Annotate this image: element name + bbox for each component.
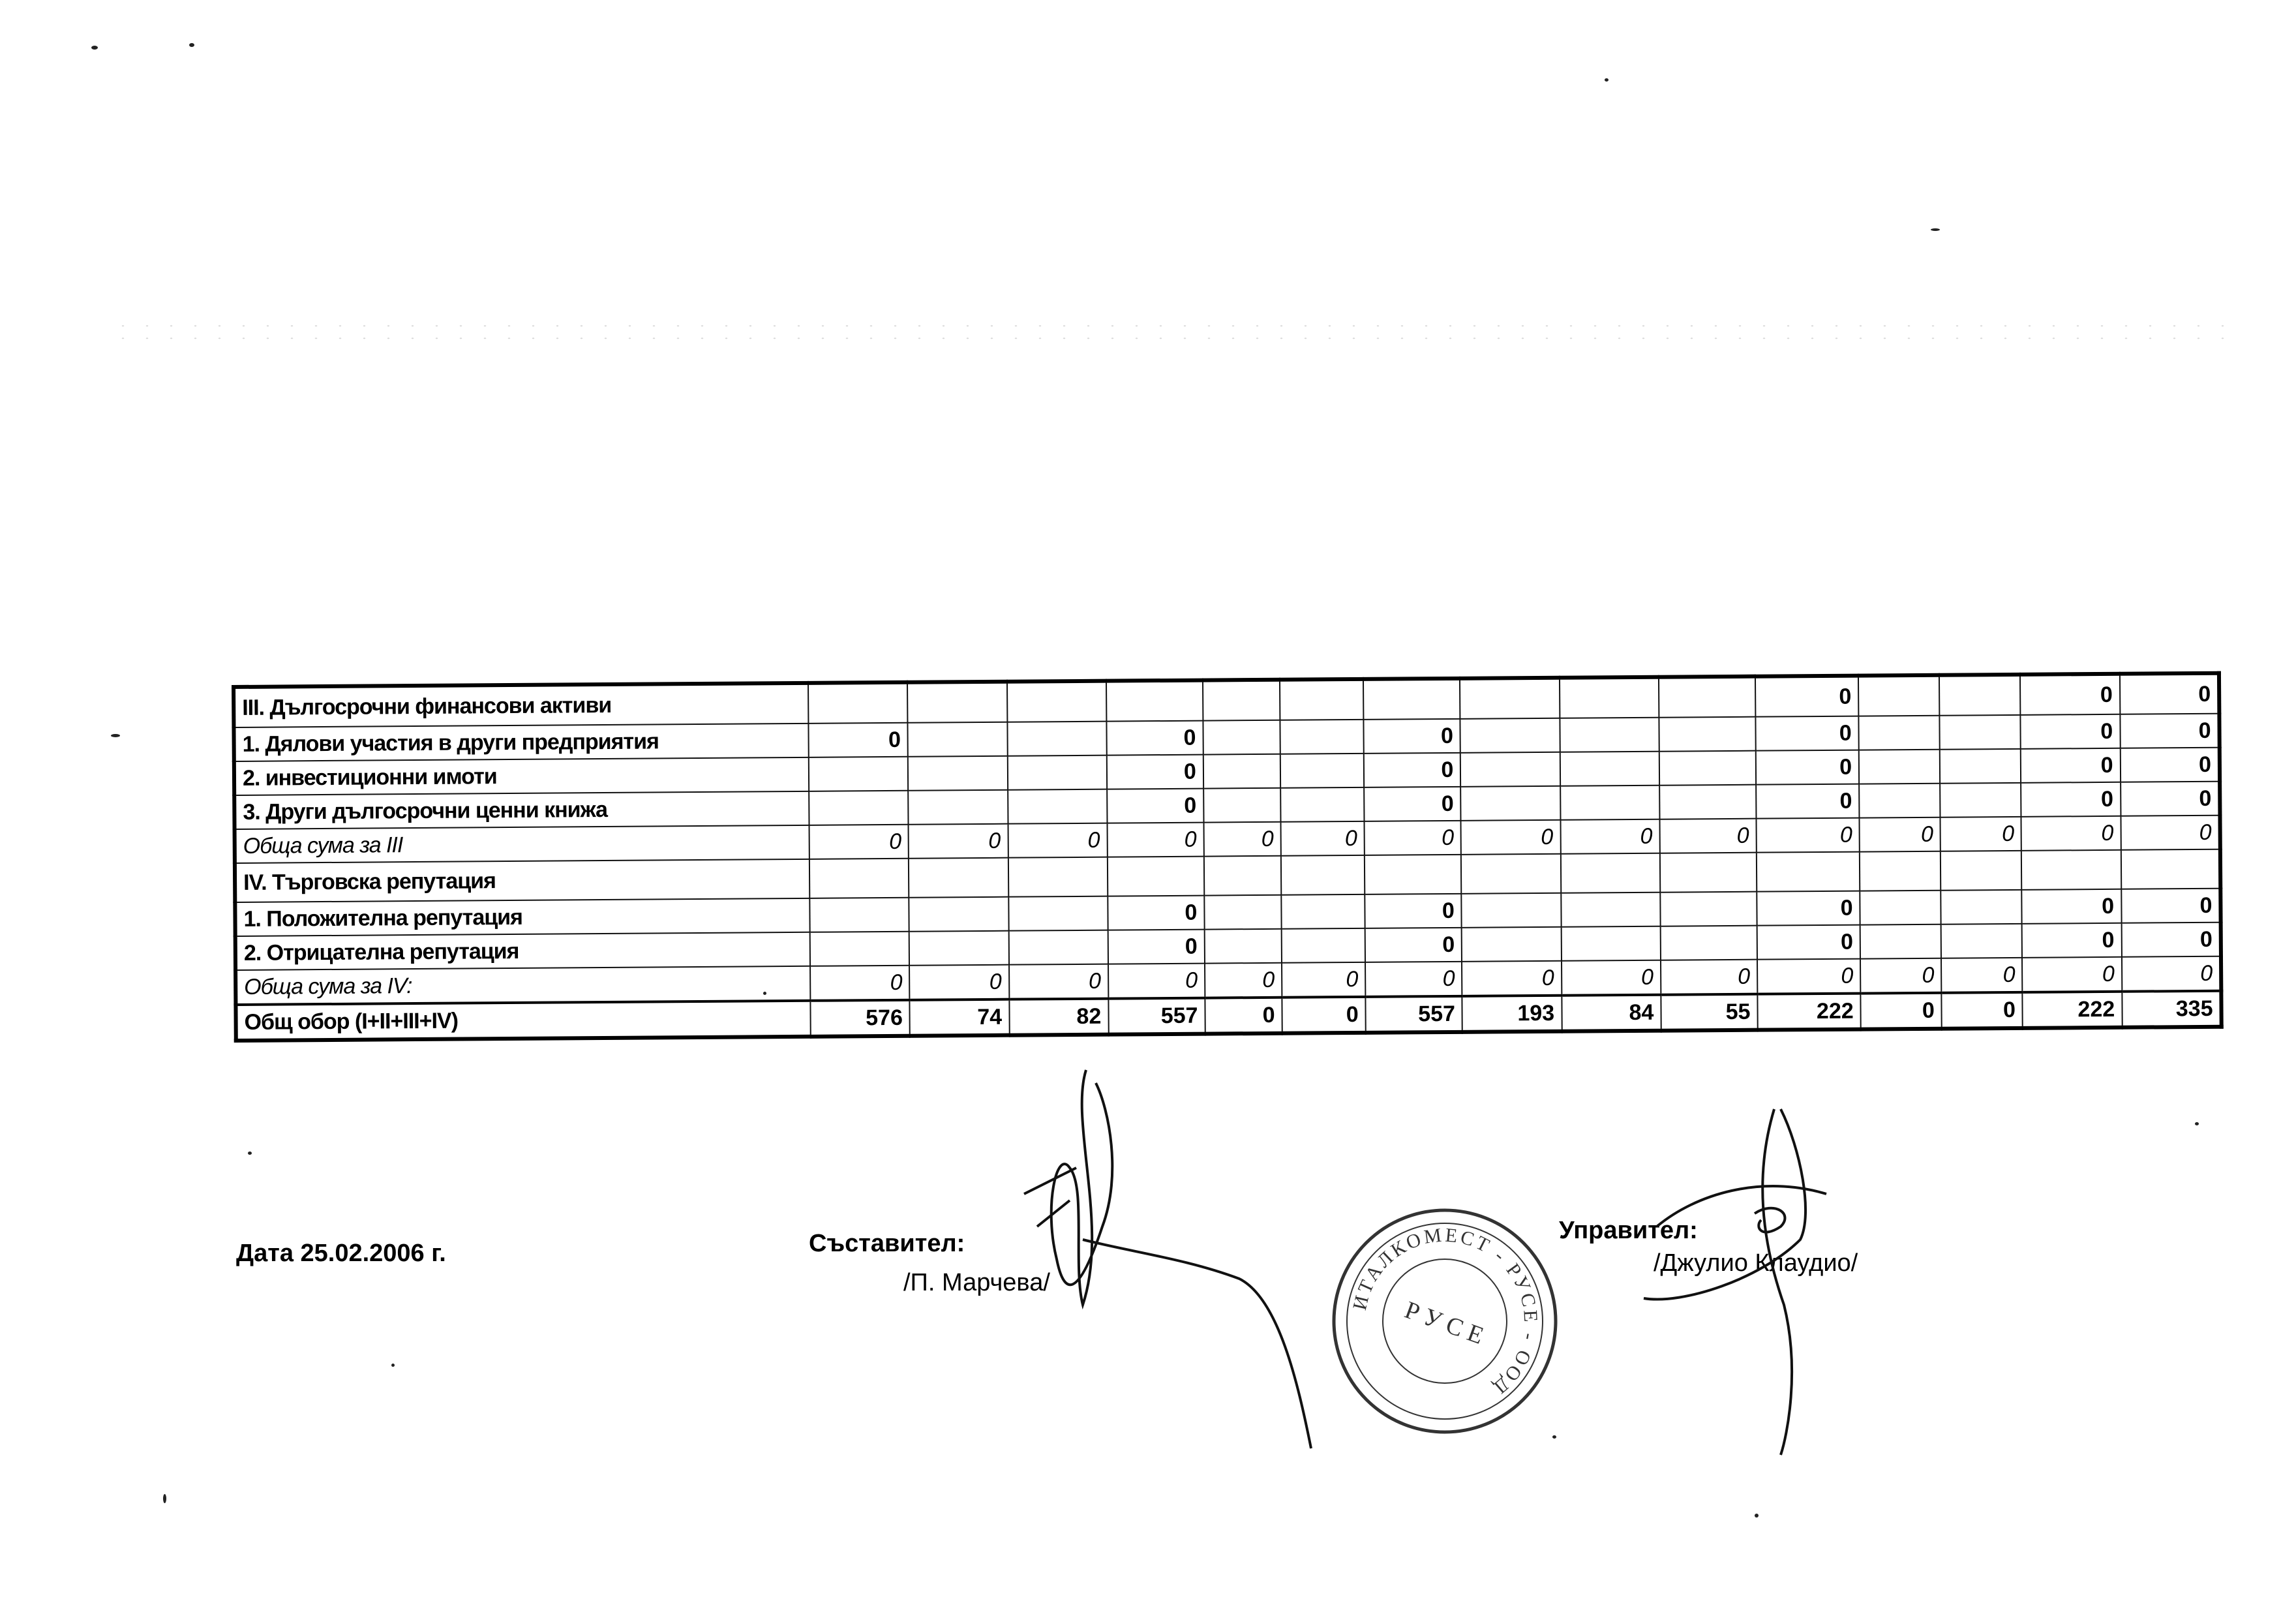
table-cell: 0	[1281, 821, 1365, 856]
table-cell: 0	[2021, 816, 2121, 851]
table-cell: 0	[1757, 891, 1860, 926]
table-cell: 0	[1365, 962, 1462, 997]
table-cell: 557	[1366, 996, 1463, 1033]
row-label: 2. Отрицателна репутация	[235, 932, 810, 970]
table-cell: 0	[1282, 997, 1366, 1033]
table-cell: 0	[2021, 782, 2121, 817]
document-date: Дата 25.02.2006 г.	[236, 1240, 446, 1267]
table-cell: 222	[1757, 994, 1861, 1030]
table-cell: 0	[1364, 787, 1461, 821]
table-cell: 0	[2021, 748, 2121, 783]
table-cell: 0	[1107, 823, 1204, 857]
compiler-label: Съставител:	[809, 1230, 965, 1257]
table-cell: 55	[1661, 994, 1758, 1031]
table-cell: 0	[1861, 993, 1942, 1030]
table-cell: 0	[1941, 817, 2022, 851]
table-cell: 0	[2121, 889, 2221, 923]
table-cell: 0	[1282, 962, 1366, 998]
table-cell: 0	[1757, 925, 1861, 960]
table-cell: 0	[1365, 821, 1462, 855]
row-label: 2. инвестиционни имоти	[234, 757, 809, 795]
table-cell: 0	[2120, 673, 2220, 714]
manager-signature	[1644, 1109, 1826, 1455]
table-cell: 335	[2122, 991, 2222, 1028]
table-cell: 222	[2023, 992, 2122, 1028]
table-cell: 0	[1756, 750, 1860, 785]
table-cell: 0	[1860, 817, 1941, 852]
table-cell: 84	[1562, 995, 1661, 1031]
table-cell: 0	[1107, 755, 1204, 789]
compiler-name: /П. Марчева/	[903, 1269, 1050, 1296]
table-cell: 0	[1365, 894, 1462, 928]
table-cell: 0	[1941, 958, 2023, 993]
table-cell: 0	[1659, 819, 1757, 853]
table-cell: 0	[2021, 714, 2121, 749]
table-cell: 0	[1462, 961, 1562, 996]
stamp-ring-text: ИТАЛКОМЕСТ - РУСЕ - ООД	[1348, 1224, 1542, 1399]
stamp-center-text: Р У С Е	[1401, 1296, 1487, 1350]
row-label: 1. Положителна репутация	[235, 898, 809, 936]
table-cell: 0	[1661, 960, 1758, 995]
table-cell: 0	[1205, 963, 1282, 998]
row-label: Обща сума за III	[235, 825, 809, 863]
table-cell: 0	[2120, 714, 2220, 748]
table-cell: 0	[1942, 992, 2023, 1029]
table-cell: 0	[2121, 782, 2220, 816]
row-label: Общ обор (I+II+III+IV)	[235, 1001, 811, 1041]
row-label: III. Дългосрочни финансови активи	[234, 683, 809, 727]
table-cell: 193	[1462, 996, 1562, 1032]
table-cell: 0	[1860, 958, 1942, 994]
table-cell: 0	[909, 965, 1009, 1000]
compiler-signature	[1024, 1070, 1311, 1448]
table-cell: 82	[1009, 999, 1109, 1035]
table-cell: 0	[1757, 959, 1861, 994]
table-cell: 0	[2121, 923, 2221, 957]
table-cell: 576	[811, 1000, 911, 1037]
table-cell: 0	[1008, 823, 1108, 858]
table-cell: 0	[1108, 964, 1205, 999]
table-cell: 0	[1364, 753, 1461, 787]
manager-name: /Джулио Клаудио/	[1654, 1249, 1858, 1277]
table-cell: 0	[1755, 676, 1859, 717]
table-cell: 0	[1562, 960, 1661, 996]
table-cell: 0	[2121, 816, 2220, 850]
table-cell: 0	[2022, 957, 2122, 992]
row-label: 1. Дялови участия в други предприятия	[234, 724, 808, 761]
table-cell: 0	[1461, 820, 1561, 855]
row-label: IV. Търговска репутация	[235, 859, 810, 902]
table-cell: 0	[2020, 674, 2120, 715]
table-cell: 74	[910, 1000, 1010, 1036]
company-stamp	[1334, 1210, 1556, 1432]
table-cell: 0	[809, 723, 909, 757]
table-cell: 0	[1205, 998, 1282, 1034]
table-cell: 0	[1365, 928, 1462, 962]
table-cell: 0	[2122, 956, 2222, 992]
manager-label: Управител:	[1559, 1217, 1698, 1244]
table-cell: 0	[1755, 716, 1859, 751]
table-cell: 0	[2120, 748, 2220, 782]
table-cell: 0	[2022, 923, 2122, 958]
table-cell: 0	[809, 825, 909, 859]
table-cell: 0	[1009, 964, 1109, 1000]
table-cell: 0	[1756, 818, 1860, 853]
table-cell: 0	[1560, 819, 1660, 854]
table-cell: 0	[1756, 784, 1860, 819]
table-cell: 0	[1203, 822, 1281, 857]
table-cell: 0	[2022, 889, 2122, 924]
table-cell: 0	[1107, 789, 1204, 823]
row-label: 3. Други дългосрочни ценни книжа	[234, 791, 809, 829]
table-cell: 0	[1108, 896, 1205, 930]
table-cell: 0	[1364, 719, 1461, 754]
table-cell: 0	[1108, 930, 1205, 964]
table-cell: 0	[810, 966, 910, 1001]
row-label: Обща сума за IV:	[235, 966, 811, 1005]
table-cell: 0	[1106, 721, 1203, 756]
table-cell: 0	[909, 824, 1008, 859]
table-cell: 557	[1108, 998, 1205, 1035]
